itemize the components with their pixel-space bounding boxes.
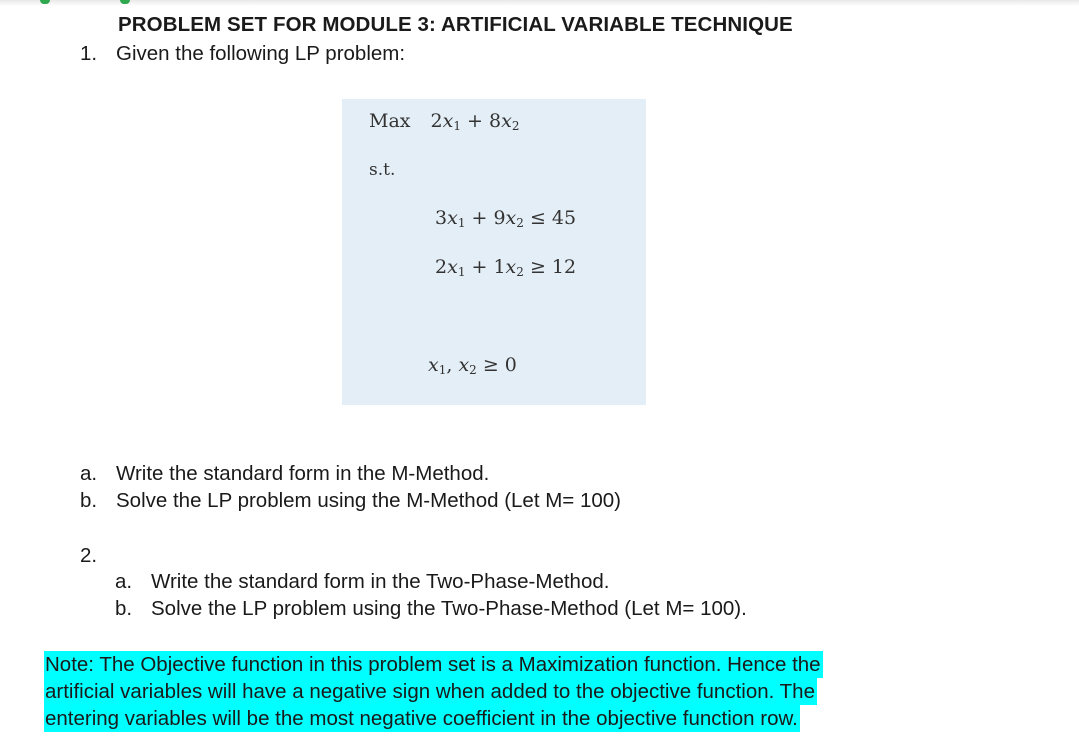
problem-1-item-b [80, 489, 621, 513]
highlighted-note [44, 651, 823, 732]
problem-1-number: 1. [80, 42, 98, 65]
nonnegativity-constraint: $x_1$, $x_2 \ge 0$ [428, 354, 517, 377]
problem-2-item-b [115, 597, 747, 621]
item-marker: b. [115, 597, 133, 620]
top-divider [0, 0, 1079, 6]
objective-expression: $2x_1 + 8x_2$ [430, 110, 520, 133]
problem-1-intro: Given the following LP problem: [116, 42, 406, 65]
note-line-2: artificial variables will have a negative sign when added to the objective function. The [45, 680, 815, 703]
decorative-dot [40, 0, 50, 4]
subject-to-label: s.t. [369, 160, 396, 180]
item-marker: b. [80, 489, 98, 512]
problem-2-number: 2. [80, 544, 98, 567]
problem-2-item-a [115, 570, 610, 594]
note-line-3: entering variables will be the most negative coefficient in the objective function row. [45, 707, 798, 730]
item-text: Solve the LP problem using the Two-Phase-Method (Let M= 100). [151, 597, 747, 620]
note-line-1: Note: The Objective function in this problem set is a Maximization function. Hence the [45, 653, 821, 676]
item-marker: a. [115, 570, 133, 593]
objective-label: Max [369, 110, 411, 132]
constraint-2: $2x_1 + 1x_2 \ge 12$ [435, 256, 577, 279]
item-text: Write the standard form in the Two-Phase-Method. [151, 570, 610, 593]
problem-1 [80, 42, 406, 66]
problem-1-item-a [80, 462, 490, 486]
item-text: Write the standard form in the M-Method. [116, 462, 490, 485]
decorative-dot [120, 0, 130, 4]
item-text: Solve the LP problem using the M-Method (Let M= 100) [116, 489, 621, 512]
constraint-1: $3x_1 + 9x_2 \le 45$ [435, 207, 577, 230]
page-title: PROBLEM SET FOR MODULE 3: ARTIFICIAL VARIABLE TECHNIQUE [118, 13, 793, 36]
lp-formulation-box [342, 99, 646, 405]
item-marker: a. [80, 462, 98, 485]
lp-objective [369, 110, 519, 133]
